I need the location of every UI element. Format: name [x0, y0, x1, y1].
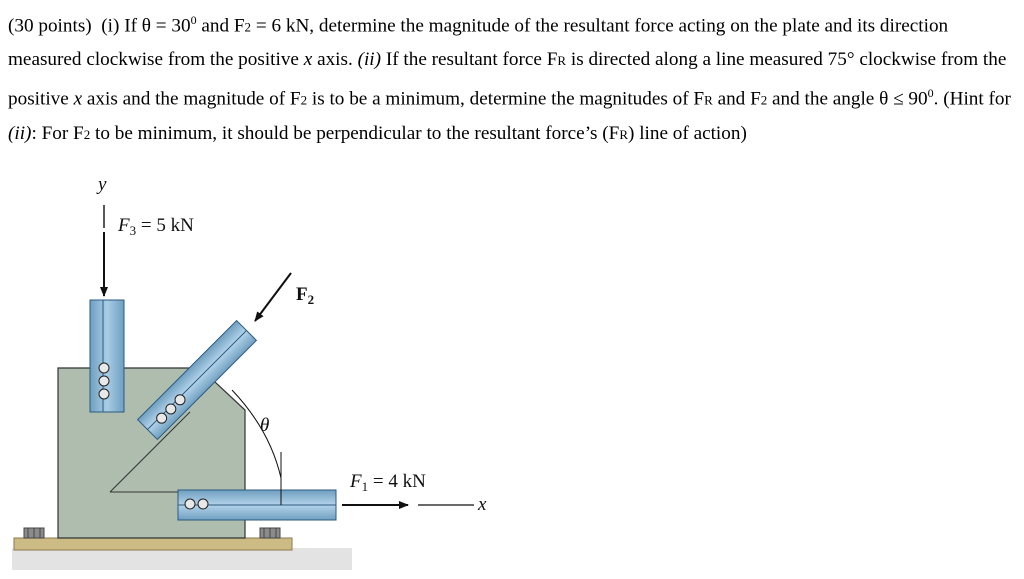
problem-statement: (30 points) (i) If $\theta = 30^0$ and F2 = 6 kN, determine the magnitude of the resultant force acting on the plate and its direction measured clockwise from the positive x axis. (ii) If the resultant force FR is directed along a line measured 75° clockwise from the positive x axis and the magnitude of F2 is to be a minimum, determine the magnitudes of FR and F2 and the angle $\theta \le 90^0$. (Hint for (ii): For F2 to be minimum, it should be perpendicular to the resultant force’s (FR) line of action): [8, 13, 1011, 144]
part-ii-label: (ii): [357, 49, 382, 71]
vertical-member: [90, 300, 124, 412]
part-i-label: (i): [101, 15, 120, 37]
theta-label: θ: [260, 415, 270, 436]
y-axis-label: y: [98, 174, 107, 195]
f2-arrow: [255, 273, 291, 321]
base-bolt-left: [24, 528, 44, 538]
horizontal-member: [178, 490, 336, 520]
f1-label: $F_1 = 4$ kN: [350, 471, 426, 494]
ground: [12, 548, 352, 570]
base-plate: [14, 538, 292, 550]
base-bolt-right: [260, 528, 280, 538]
f2-label: $F_2$: [296, 284, 315, 307]
f3-label: $F_3 = 5$ kN: [118, 215, 194, 238]
points-label: (30 points): [8, 15, 92, 37]
x-axis-label: x: [478, 494, 487, 515]
